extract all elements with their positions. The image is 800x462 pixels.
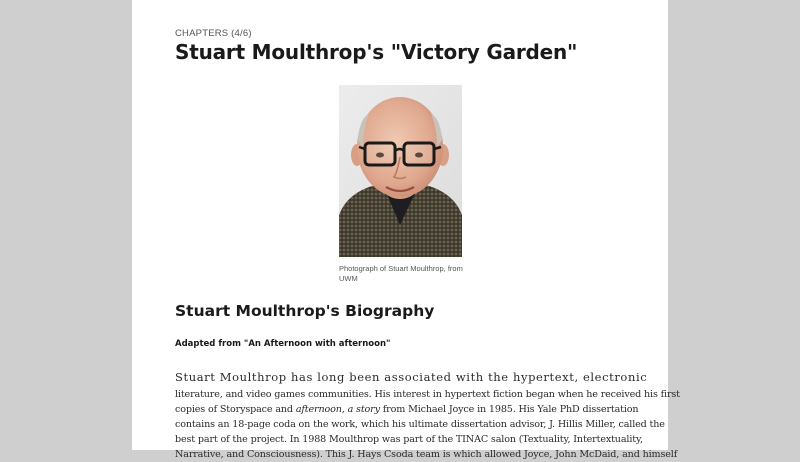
author-photo bbox=[339, 85, 462, 257]
document-page bbox=[132, 0, 680, 460]
work-title: afternoon, a story bbox=[295, 404, 380, 415]
biography-paragraph bbox=[175, 367, 680, 462]
author-figure bbox=[339, 85, 462, 284]
paragraph-line: Narrative, and Consciousness). This J. Hays Csoda team is which allowed Joyce, John McDaid, and himself bbox=[175, 449, 678, 460]
paragraph-line: literature, and video games communities. His interest in hypertext fiction began when he received his first bbox=[175, 389, 680, 400]
paragraph-line bbox=[175, 402, 639, 417]
paragraph-line: Stuart Moulthrop has long been associated with the hypertext, electronic bbox=[175, 370, 648, 384]
paragraph-text: copies of Storyspace and bbox=[175, 404, 296, 415]
paragraph-line: contains an 18-page coda on the work, which his ultimate dissertation advisor, J. Hillis Miller, called the bbox=[175, 419, 665, 430]
photo-caption: Photograph of Stuart Moulthrop, from UWM bbox=[339, 264, 463, 283]
section-subheading: Adapted from "An Afternoon with afternoon" bbox=[175, 339, 391, 349]
page-title: Stuart Moulthrop's "Victory Garden" bbox=[175, 40, 578, 64]
section-heading: Stuart Moulthrop's Biography bbox=[175, 302, 435, 320]
paragraph-text: from Michael Joyce in 1985. His Yale PhD dissertation bbox=[379, 404, 639, 415]
chapter-label: CHAPTERS (4/6) bbox=[175, 28, 252, 39]
paragraph-line: best part of the project. In 1988 Moulthrop was part of the TINAC salon (Textuality, Intertextuality, bbox=[175, 434, 643, 445]
